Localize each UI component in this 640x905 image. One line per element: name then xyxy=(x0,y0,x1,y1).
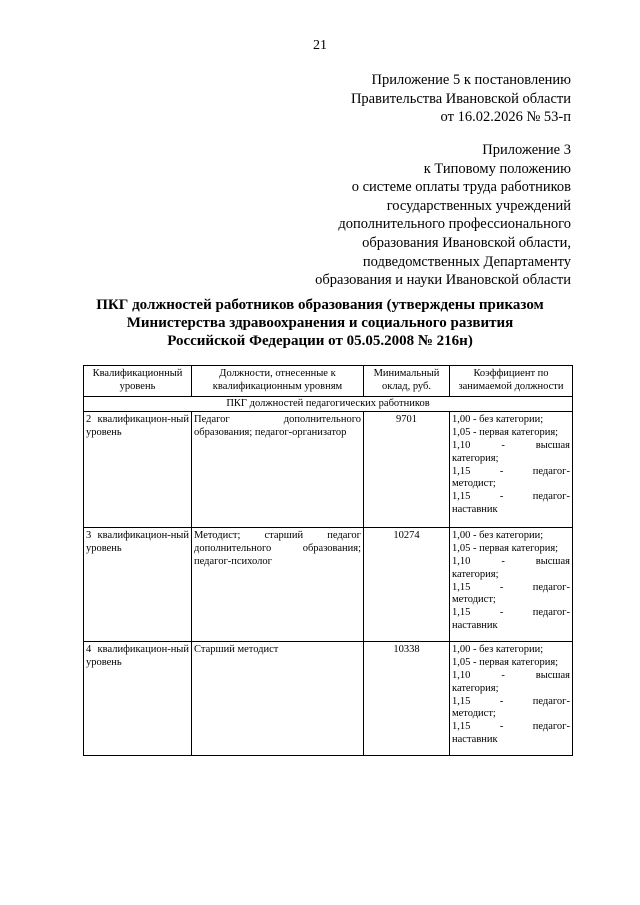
title-line: Министерства здравоохранения и социального развития xyxy=(126,315,514,331)
cell-positions: Методист; старший педагог дополнительного образования; педагог-психолог xyxy=(192,528,364,642)
coef-line: 1,05 - первая категория; xyxy=(452,427,559,439)
coef-line: наставник xyxy=(452,733,498,745)
table-row xyxy=(84,528,573,642)
cell-salary: 10274 xyxy=(364,528,450,642)
cell-level: 2 квалификацион-ный уровень xyxy=(84,412,192,528)
coef-line: 1,15 - педагог- xyxy=(452,465,570,477)
pkg-table xyxy=(83,365,573,756)
coef-line: категория; xyxy=(452,452,499,464)
coef-line: 1,15 - педагог- xyxy=(452,581,570,593)
appendix-sub-line: образования и науки Ивановской области xyxy=(315,272,571,289)
table-row xyxy=(84,412,573,528)
header-positions: Должности, отнесенные к квалификационным уровням xyxy=(192,366,364,397)
group-label: ПКГ должностей педагогических работников xyxy=(84,396,573,412)
appendix-sub xyxy=(315,141,571,290)
header-coefficient: Коэффициент по занимаемой должности xyxy=(450,366,573,397)
header-salary: Минимальный оклад, руб. xyxy=(364,366,450,397)
group-row xyxy=(84,396,573,412)
coef-line: 1,00 - без категории; xyxy=(452,644,544,656)
cell-level: 4 квалификацион-ный уровень xyxy=(84,642,192,756)
coef-line: 1,10 - высшая xyxy=(452,439,570,451)
cell-coefficients xyxy=(450,642,573,756)
coef-line: методист; xyxy=(452,708,496,720)
coef-line: 1,15 - педагог- xyxy=(452,491,570,503)
cell-coefficients xyxy=(450,528,573,642)
appendix-sub-line: образования Ивановской области, xyxy=(362,234,571,251)
coef-line: 1,00 - без категории; xyxy=(452,414,544,426)
title-line: ПКГ должностей работников образования (утверждены приказом xyxy=(96,297,544,313)
coef-line: 1,10 - высшая xyxy=(452,669,570,681)
cell-salary: 9701 xyxy=(364,412,450,528)
page-number: 21 xyxy=(313,38,327,53)
appendix-main-line: от 16.02.2026 № 53-п xyxy=(440,109,571,126)
title-line: Российской Федерации от 05.05.2008 № 216н) xyxy=(167,333,473,349)
coef-line: методист; xyxy=(452,594,496,606)
appendix-sub-line: подведомственных Департаменту xyxy=(362,253,571,270)
appendix-sub-line: о системе оплаты труда работников xyxy=(351,179,571,196)
appendix-main xyxy=(351,71,571,127)
appendix-sub-line: дополнительного профессионального xyxy=(338,216,571,233)
cell-salary: 10338 xyxy=(364,642,450,756)
coef-line: 1,05 - первая категория; xyxy=(452,657,559,669)
header-level: Квалификационный уровень xyxy=(84,366,192,397)
cell-positions: Старший методист xyxy=(192,642,364,756)
document-title xyxy=(60,296,580,350)
cell-coefficients xyxy=(450,412,573,528)
coef-line: методист; xyxy=(452,478,496,490)
appendix-main-line: Правительства Ивановской области xyxy=(350,90,571,107)
coef-line: 1,05 - первая категория; xyxy=(452,543,559,555)
coef-line: 1,15 - педагог- xyxy=(452,695,570,707)
table-header-row xyxy=(84,366,573,397)
table-row xyxy=(84,642,573,756)
coef-line: 1,10 - высшая xyxy=(452,555,570,567)
coef-line: наставник xyxy=(452,619,498,631)
coef-line: 1,15 - педагог- xyxy=(452,607,570,619)
appendix-sub-line: государственных учреждений xyxy=(386,197,571,214)
coef-line: категория; xyxy=(452,568,499,580)
appendix-sub-line: к Типовому положению xyxy=(423,160,571,177)
cell-level: 3 квалификацион-ный уровень xyxy=(84,528,192,642)
coef-line: категория; xyxy=(452,682,499,694)
cell-positions: Педагог дополнительного образования; педагог-организатор xyxy=(192,412,364,528)
appendix-main-line: Приложение 5 к постановлению xyxy=(371,72,571,88)
coef-line: 1,15 - педагог- xyxy=(452,721,570,733)
coef-line: наставник xyxy=(452,503,498,515)
coef-line: 1,00 - без категории; xyxy=(452,530,544,542)
appendix-sub-line: Приложение 3 xyxy=(482,142,571,158)
